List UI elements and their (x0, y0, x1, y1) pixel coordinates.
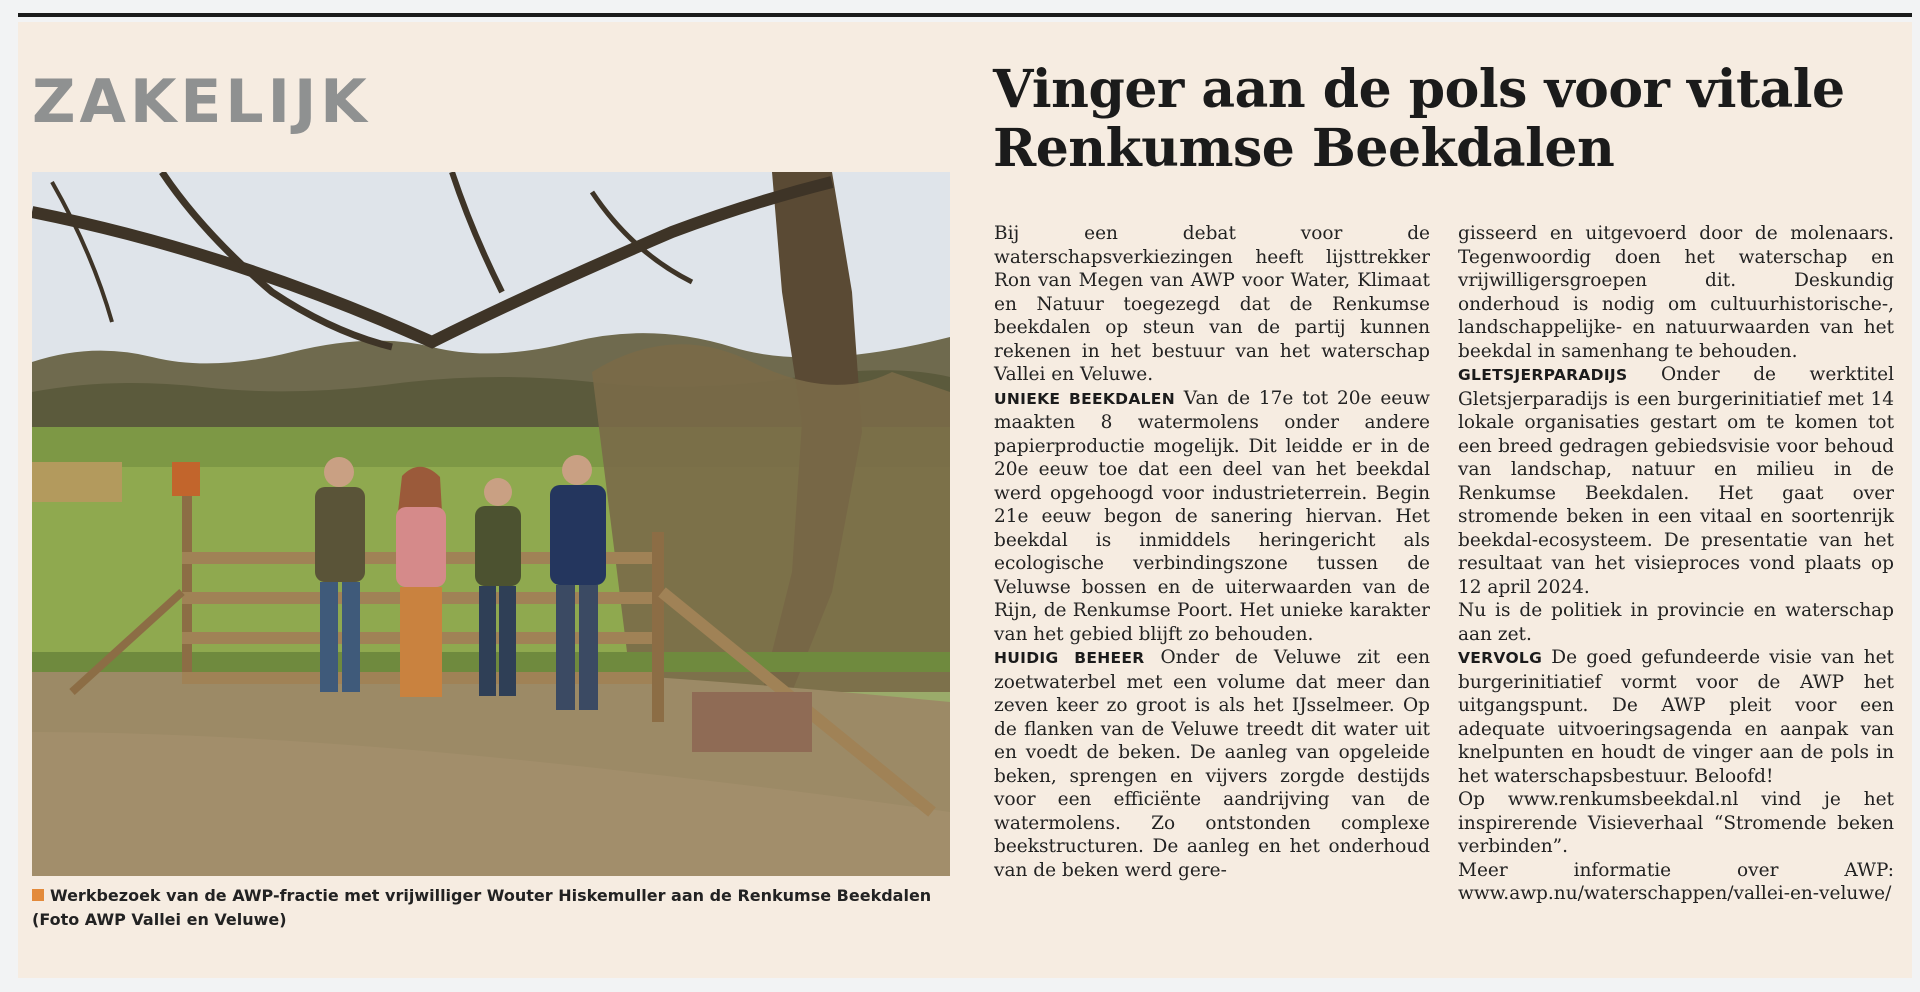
paragraph-gletsjerparadijs (1458, 363, 1894, 599)
paragraph-politiek: Nu is de politiek in provincie en waterschap aan zet. (1458, 600, 1894, 645)
intro-paragraph: Bij een debat voor de waterschapsverkiezingen heeft lijsttrekker Ron van Megen van AWP voor Water, Klimaat en Natuur toegezegd dat de Renkumse beekdalen op steun van de partij kunnen rekenen in het bestuur van het waterschap Vallei en Veluwe. (994, 223, 1430, 385)
caption-marker-icon (32, 889, 44, 901)
subhead-vervolg: VERVOLG (1458, 649, 1543, 667)
text-huidig-beheer: Onder de Veluwe zit een zoetwaterbel met een volume dat meer dan zeven keer zo groot is als het IJsselmeer. Op de flanken van de Veluwe treedt dit water uit en voedt de beken. De aanleg van opgeleide beken, sprengen en vijvers zorgde destijds voor een efficiënte aandrijving van de watermolens. Zo ontstonden complexe beekstructuren. De aanleg en het onderhoud van de beken werd gere- (994, 647, 1430, 881)
paragraph-website: Op www.renkumsbeekdal.nl vind je het inspirerende Visieverhaal “Stromende beken verbinden”. (1458, 789, 1894, 857)
article-column-1 (994, 222, 1430, 882)
top-rule (18, 13, 1912, 17)
text-gletsjerparadijs: Onder de werktitel Gletsjerparadijs is een burgerinitiatief met 14 lokale organisaties gestart om te komen tot een breed gedragen gebiedsvisie voor behoud van landschap, natuur en milieu in de Renkumse Beekdalen. Het gaat over stromende beken in een vitaal en soortenrijk beekdal-ecosysteem. De presentatie van het resultaat van het visieproces vond plaats op 12 april 2024. (1458, 364, 1894, 598)
text-unieke-beekdalen: Van de 17e tot 20e eeuw maakten 8 watermolens onder andere papierproductie mogelijk. Dit leidde er in de 20e eeuw toe dat een deel van het beekdal werd opgehoogd voor industrieterrein. Begin 21e eeuw begon de sanering hiervan. Het beekdal is inmiddels heringericht als ecologische verbindingszone tussen de Veluwse bossen en de uiterwaarden van de Rijn, de Renkumse Poort. Het unieke karakter van het gebied blijft zo behouden. (994, 387, 1430, 645)
paragraph-meer-informatie: Meer informatie over AWP: www.awp.nu/waterschappen/vallei-en-veluwe/ (1458, 859, 1894, 904)
article-column-2 (1458, 222, 1894, 906)
subhead-huidig-beheer: HUIDIG BEHEER (994, 649, 1145, 667)
newspaper-page (18, 22, 1912, 978)
paragraph-vervolg (1458, 646, 1894, 788)
subhead-unieke-beekdalen: UNIEKE BEEKDALEN (994, 389, 1175, 408)
paragraph-unieke-beekdalen (994, 387, 1430, 647)
person-2 (396, 467, 446, 697)
article-photo (32, 172, 950, 876)
section-label: ZAKELIJK (32, 67, 371, 137)
caption-text: Werkbezoek van de AWP-fractie met vrijwilliger Wouter Hiskemuller aan de Renkumse Beekdalen (Foto AWP Vallei en Veluwe) (32, 886, 932, 929)
continued-paragraph: gisseerd en uitgevoerd door de molenaars. Tegenwoordig doen het waterschap en vrijwilligersgroepen dit. Deskundig onderhoud is nodig om cultuurhistorische-, landschappelijke- en natuurwaarden van het beekdal in samenhang te behouden. (1458, 223, 1894, 362)
photo-caption (32, 884, 950, 932)
paragraph-huidig-beheer (994, 646, 1430, 882)
article-headline: Vinger aan de pols voor vitale Renkumse Beekdalen (993, 59, 1845, 179)
text-vervolg: De goed gefundeerde visie van het burgerinitiatief vormt voor de AWP het uitgangspunt. De AWP pleit voor een adequate uitvoeringsagenda en aanpak van knelpunten en houdt de vinger aan de pols in het waterschapsbestuur. Beloofd! (1458, 647, 1894, 787)
subhead-gletsjerparadijs: GLETSJERPARADIJS (1458, 366, 1628, 384)
photo-illustration (32, 172, 950, 876)
